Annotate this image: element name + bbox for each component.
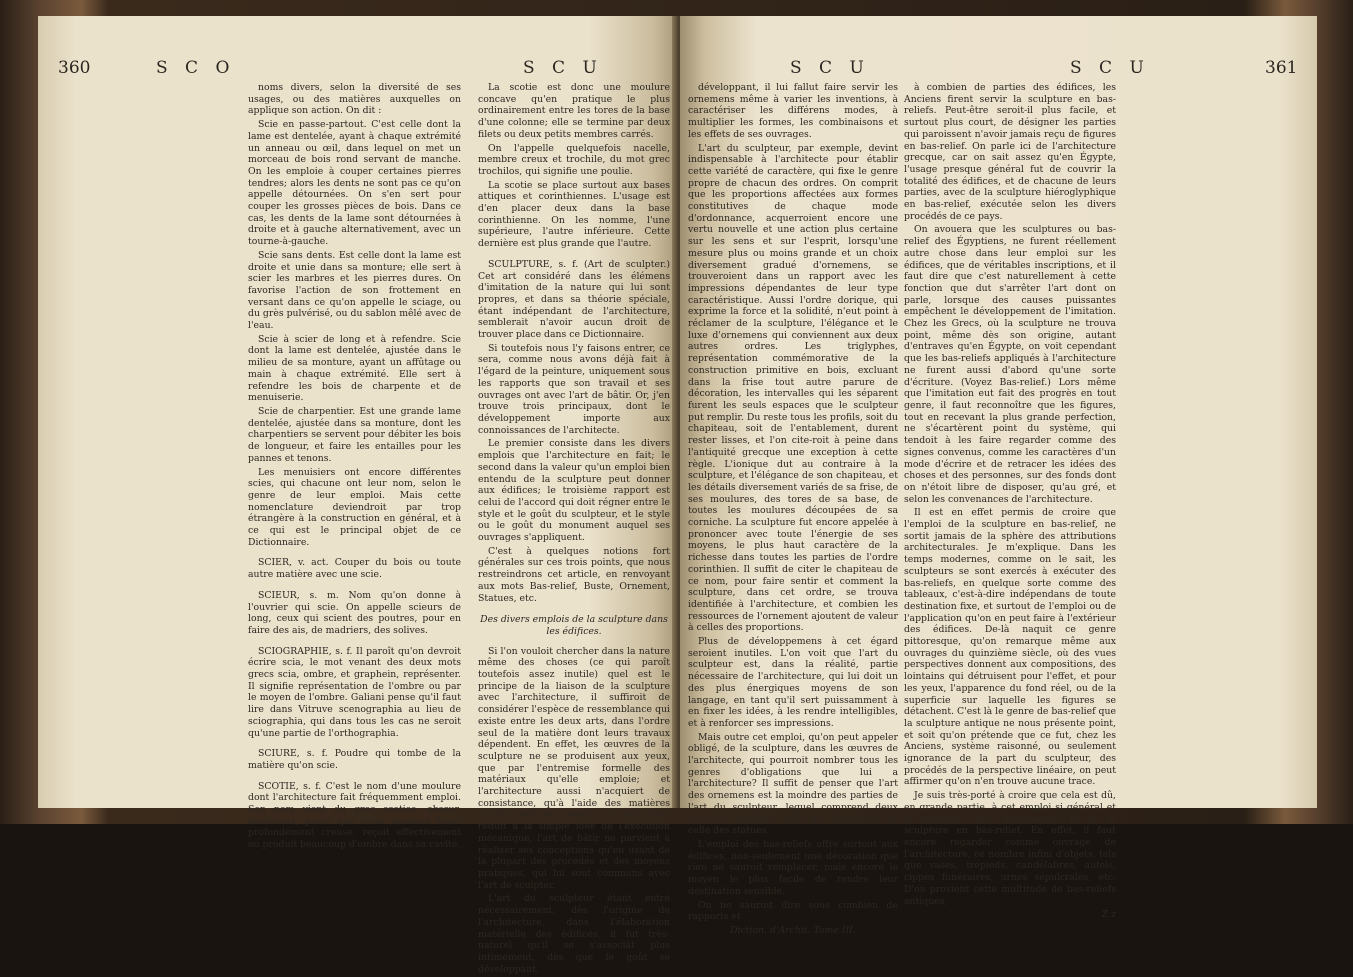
paragraph: Des divers emplois de la sculpture dans les édifices. [480, 614, 668, 637]
right-page [680, 16, 1317, 936]
left-page [38, 16, 678, 975]
page-number-left: 360 [58, 58, 91, 78]
paragraph: Diction. d'Archit. Tome III. [730, 924, 856, 936]
right-page-column-1 [688, 82, 898, 939]
paragraph: Les menuisiers ont encore différentes scies, qui chacune ont leur nom, selon le genre de leur emploi. Mais cette nomenclature deviendroit par trop étrangère à la construction en général, et à ce qui est le principal objet de ce Dictionnaire. [248, 466, 461, 548]
paragraph: Scie en passe-partout. C'est celle dont la lame est dentelée, ayant à chaque extrémité un anneau ou œil, dans lequel on met un morceau de bois rond servant de manche. On les emploie à couper certaines pierres tendres; alors les dents ne sont pas ce qu'on appelle détournées. On s'en sert pour couper les grosses pièces de bois. Dans ce cas, les dents de la lame sont détournées à droite et à gauche alternativement, avec un tourne-à-gauche. [248, 119, 461, 248]
running-head-left-col2: S C U [523, 58, 603, 78]
right-page-column-2 [904, 82, 1116, 923]
paragraph: Si l'on vouloit chercher dans la nature même des choses (ce qui paroît toutefois assez inutile) quel est le principe de la liaison de la sculpture avec l'architecture, il suffiroit de considérer l'espèce de ressemblance qui existe entre les deux arts, dans l'ordre seul de la matière dont leurs travaux dépendent. En effet, les œuvres de la sculpture ne se produisent aux yeux, que par l'entremise formelle des matériaux qu'elle emploie; et l'architecture aussi n'acquiert de consistance, qu'à l'aide des matières qu'elle met en œuvre; si bien que, réduit à la simple idée de l'exécution mécanique, l'art de bâtir ne parvient à réaliser ses conceptions qu'en usant de la plupart des procédés et des moyens pratiques, qui lui sont communs avec l'art de sculpter. [478, 645, 670, 891]
running-head-left-col1: S C O [156, 58, 236, 78]
paragraph: La scotie est donc une moulure concave qu'en pratique le plus ordinairement entre les tores de la base d'une colonne; elle se termine par deux filets ou deux petits membres carrés. [478, 82, 670, 140]
paragraph: SCIURE, s. f. Poudre qui tombe de la matière qu'on scie. [248, 748, 461, 771]
paragraph: à combien de parties des édifices, les Anciens firent servir la sculpture en bas-reliefs. Peut-être seroit-il plus facile, et surtout plus court, de désigner les parties qui paroissent n'avoir jamais reçu de figures en bas-relief. On parle ici de l'architecture grecque, car on sait assez qu'en Égypte, l'usage presque général fut de couvrir la totalité des édifices, et de chacune de leurs parties, avec de la sculpture hiéroglyphique en bas-relief, exécutée selon les divers procédés de ce pays. [904, 82, 1116, 222]
paragraph: Scie de charpentier. Est une grande lame dentelée, ajustée dans sa monture, dont les charpentiers se servent pour débiter les bois de longueur, et faire les entailles pour les pannes et tenons. [248, 405, 461, 464]
left-page-column-2 [478, 82, 670, 977]
page-number-right: 361 [1265, 58, 1298, 78]
paragraph: Z z [1101, 909, 1116, 921]
paragraph: L'art du sculpteur, par exemple, devint indispensable à l'architecte pour établir cette variété de caractère, qui fixe le genre propre de chacun des ordres. On comprit que les proportions affectées aux formes constitutives de chaque mode d'ordonnance, acquerroient encore une vertu nouvelle et une action plus certaine sur les sens et sur l'esprit, lorsqu'une mesure plus ou moins grande et un choix diversement gradué d'ornemens, se trouveroient dans un rapport avec les impressions dépendantes de leur type caractéristique. Aussi l'ordre dorique, qui exprime la force et la solidité, n'eut point à réclamer de la sculpture, l'élégance et le luxe d'ornemens qui conviennent aux deux autres ordres. Les triglyphes, représentation commémorative de la construction primitive en bois, excluant dans la frise tout autre parure de décoration, les intervalles qui les séparent furent les seuls espaces que le sculpteur put remplir. Du reste tous les profils, soit du chapiteau, soit de l'entablement, durent rester lisses, et l'on cite-roit à peine dans l'antiquité grecque une exception à cette règle. L'ionique dut au contraire à la sculpture, et l'élégance de son chapiteau, et les détails diversement variés de sa frise, de ses moulures, des tores de sa base, de toutes les moulures découpées de sa corniche. La sculpture fut encore appelée à prononcer avec toute l'énergie de ses moyens, le plus haut caractère de la richesse dans toutes les parties de l'ordre corinthien. Il suffit de citer le chapiteau de ce nom, pour faire sentir et comment la sculpture, dans cet ordre, se trouva identifiée à l'architecture, et combien les ressources de l'ornement ajoutent de valeur à celles des proportions. [688, 142, 898, 634]
left-page-column-1 [248, 82, 461, 853]
paragraph: L'art du sculpteur étant entré nécessairement, dès l'origine de l'architecture, dans l'élaboration matérielle des édifices, il fut très-naturel qu'il se s'associât plus intimement, dès que le goût se développant, [478, 893, 670, 975]
paragraph: La scotie se place surtout aux bases attiques et corinthiennes. L'usage est d'en placer deux dans la base corinthienne. On les nomme, l'une supérieure, l'autre inférieure. Cette dernière est plus grande que l'autre. [478, 179, 670, 250]
paragraph: On avouera que les sculptures ou bas-relief des Égyptiens, ne furent réellement autre chose dans leur emploi sur les édifices, que de véritables inscriptions, et il faut dire que c'est naturellement à cette fonction que dut s'arrêter l'art dont on parle, lorsque des causes puissantes empêchent le développement de l'imitation. Chez les Grecs, où la sculpture ne trouva point, même dès son origine, autant d'entraves qu'en Égypte, on voit cependant que les bas-reliefs appliqués à l'architecture ne furent aussi d'abord qu'une sorte d'écriture. (Voyez Bas-relief.) Lors même que l'imitation eut fait des progrès en tout genre, il faut reconnoître que les figures, tout en recevant la plus grande perfection, ne s'écartèrent point du système, qui tendoit à les faire regarder comme des signes convenus, comme les caractères d'un mode d'écrire et de retracer les idées des choses et des personnes, sur des fonds dont on n'étoit libre de disposer, qu'au gré, et selon les convenances de l'architecture. [904, 224, 1116, 505]
paragraph: Il est en effet permis de croire que l'emploi de la sculpture en bas-relief, ne sortit jamais de la sphère des attributions architecturales. Je m'explique. Dans les temps modernes, comme on le sait, les sculpteurs se sont exercés à exécuter des bas-reliefs, en quelque sorte comme des tableaux, c'est-à-dire indépendans de toute destination fixe, et surtout de l'emploi ou de l'application qu'on en peut faire à l'extérieur des édifices. De-là naquit ce genre pittoresque, qu'on remarque même aux ouvrages du quinzième siècle, où des vues perspectives donnent aux compositions, des lointains qui détruisent pour l'effet, et pour les yeux, l'apparence du fond réel, ou de la superficie sur laquelle les figures se détachent. C'est là le genre de bas-relief que la sculpture antique ne nous présente point, et soit qu'on prétende que ce fut, chez les Anciens, système raisonné, ou seulement ignorance de la part du sculpteur, des procédés de la perspective linéaire, on peut affirmer qu'on n'en trouve aucune trace. [904, 507, 1116, 788]
running-head-right-col1: S C U [790, 58, 870, 78]
paragraph: Le premier consiste dans les divers emplois que l'architecture en fait; le second dans la valeur qu'un emploi bien entendu de la sculpture peut donner aux édifices; le troisième rapport est celui de l'accord qui doit régner entre le style et le goût du sculpteur, et le style ou le goût du monument auquel ses ouvrages s'appliquent. [478, 438, 670, 544]
paragraph: Mais outre cet emploi, qu'on peut appeler obligé, de la sculpture, dans les œuvres de l'architecte, qui pourroit nombrer tous les genres d'obligations que lui a l'architecture? Il suffit de penser que l'art des ornemens est la moindre des parties de l'art du sculpteur, lequel comprend deux grandes divisions, celle des bas-reliefs et celle des statues. [688, 731, 898, 837]
paragraph: Je suis très-porté à croire que cela est dû, en grande partie, à cet emploi si général et si multiplié, que l'architecture fit de la sculpture en bas-relief. En effet, il faut encore regarder comme ouvrage de l'architecture, ce nombre infini d'objets, tels que vases, trépieds, candélabres, autels, cippes funéraires, urnes sépulcrales, etc. D'où provient cette multitude de bas-reliefs antiques, [904, 790, 1116, 907]
paragraph: Plus de développemens à cet égard seroient inutiles. L'on voit que l'art du sculpteur est, dans la réalité, partie nécessaire de l'architecture, qui lui doit un des plus énergiques moyens de son langage, en tant qu'il sert puissamment à en fixer les idées, à les rendre intelligibles, et à renforcer ses impressions. [688, 636, 898, 729]
paragraph: SCIEUR, s. m. Nom qu'on donne à l'ouvrier qui scie. On appelle scieurs de long, ceux qui scient des poutres, pour en faire des ais, de madriers, des solives. [248, 589, 461, 636]
running-head-right-col2: S C U [1070, 58, 1150, 78]
paragraph: C'est à quelques notions fort générales sur ces trois points, que nous restreindrons cet article, en renvoyant aux mots Bas-relief, Buste, Ornement, Statues, etc. [478, 545, 670, 604]
paragraph: Si toutefois nous l'y faisons entrer, ce sera, comme nous avons déjà fait à l'égard de la peinture, uniquement sous les rapports que son travail et ses ouvrages ont avec l'art de bâtir. Or, j'en trouve trois principaux, dont le développement importe aux connoissances de l'architecte. [478, 342, 670, 436]
paragraph: L'emploi des bas-reliefs offre surtout aux édifices, non-seulement une décoration que rien ne sauroit remplacer, mais encore le moyen le plus facile de rendre leur destination sensible. [688, 839, 898, 897]
paragraph: SCOTIE, s. f. C'est le nom d'une moulure dont l'architecture fait fréquemment emploi. Son nom vient du grec scotios, obscur, ténébreux, parce que cette moulure étant profondément creuse, reçoit effectivement ou produit beaucoup d'ombre dans sa cavité. [248, 780, 461, 851]
paragraph: SCIOGRAPHIE, s. f. Il paroît qu'on devroit écrire scia, le mot venant des deux mots grecs scia, ombre, et graphein, représenter. Il signifie représentation de l'ombre ou par le moyen de l'ombre. Galiani pense qu'il faut lire dans Vitruve scenographia au lieu de sciographia, qui dans tous les cas ne seroit qu'une partie de l'orthographia. [248, 645, 461, 739]
paragraph: On ne sauroit dire sous combien de rapports et [688, 899, 898, 923]
paragraph: développant, il lui fallut faire servir les ornemens même à varier les inventions, à caractériser les différens modes, à multiplier les formes, les combinaisons et les effets de ses ouvrages. [688, 82, 898, 140]
paragraph: On l'appelle quelquefois nacelle, membre creux et trochile, du mot grec trochilos, qui signifie une poulie. [478, 142, 670, 177]
paragraph: SCIER, v. act. Couper du bois ou toute autre matière avec une scie. [248, 557, 461, 581]
paragraph: noms divers, selon la diversité de ses usages, ou des matières auxquelles on applique son action. On dit : [248, 82, 461, 117]
paragraph: Scie à scier de long et à refendre. Scie dont la lame est dentelée, ajustée dans le milieu de sa monture, ayant un affûtage ou main à chaque extrémité. Elle sert à refendre les bois de charpente et de menuiserie. [248, 333, 461, 404]
paragraph: SCULPTURE, s. f. (Art de sculpter.) Cet art considéré dans les élémens d'imitation de la nature qui lui sont propres, et dans sa théorie spéciale, étant indépendant de l'architecture, semblerait n'avoir aucun droit de trouver place dans ce Dictionnaire. [478, 258, 670, 341]
paragraph: Scie sans dents. Est celle dont la lame est droite et unie dans sa monture; elle sert à scier les marbres et les pierres dures. On favorise l'action de son frottement en versant dans ce qu'on appelle le sciage, ou du grès pulvérisé, ou du sablon mêlé avec de l'eau. [248, 249, 461, 332]
